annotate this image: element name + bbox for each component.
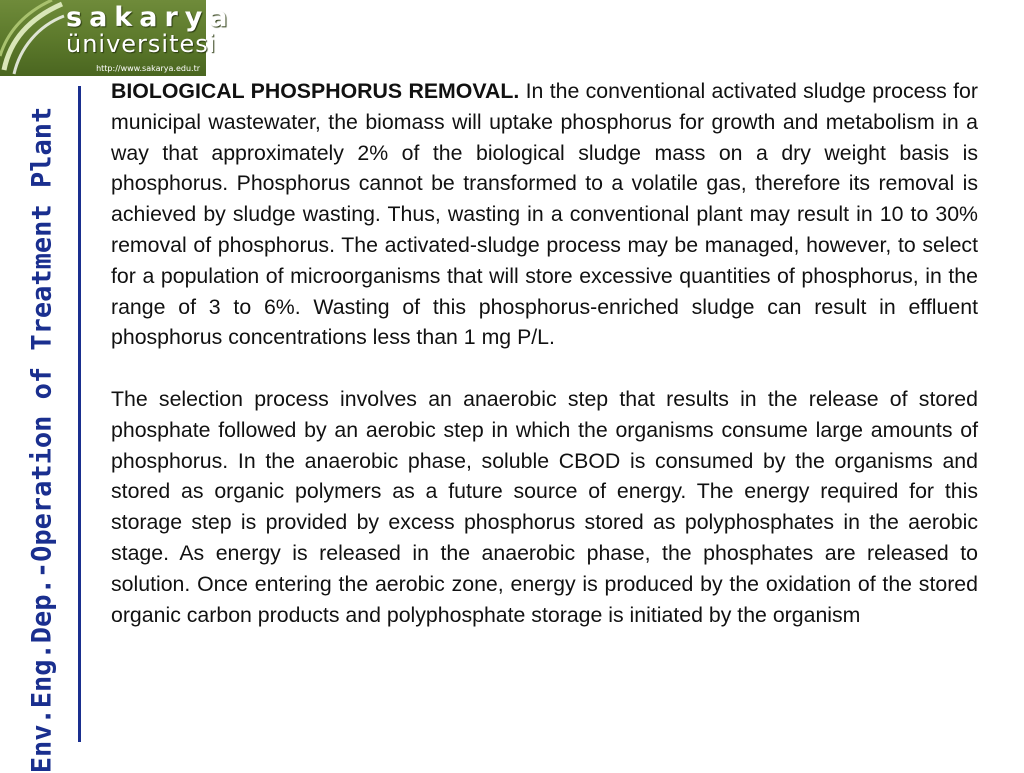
section-heading: BIOLOGICAL PHOSPHORUS REMOVAL.	[111, 79, 520, 103]
logo-text-universitesi: üniversitesi	[66, 30, 217, 58]
side-divider	[78, 86, 81, 742]
logo-text-sakarya: sakarya	[66, 2, 235, 33]
paragraph-1	[111, 76, 978, 353]
main-content	[111, 76, 978, 630]
paragraph-1-text: In the conventional activated sludge process for municipal wastewater, the biomass will uptake phosphorus for growth and metabolism in a way that approximately 2% of the biological sludge mass on a dry weight basis is phosphorus. Phosphorus cannot be transformed to a volatile gas, therefore its removal is achieved by sludge wasting. Thus, wasting in a conventional plant may result in 10 to 30% removal of phosphorus. The activated-sludge process may be managed, however, to select for a population of microorganisms that will store excessive quantities of phosphorus, in the range of 3 to 6%. Wasting of this phosphorus-enriched sludge can result in effluent phosphorus concentrations less than 1 mg P/L.	[111, 79, 978, 350]
side-title: Env.Eng.Dep.-Operation of Treatment Plant	[26, 106, 58, 773]
paragraph-2: The selection process involves an anaerobic step that results in the release of stored phosphate followed by an aerobic step in which the organisms consume large amounts of phosphorus. In the anaerobic phase, soluble CBOD is consumed by the organisms and stored as organic polymers as a future source of energy. The energy required for this storage step is provided by excess phosphorus stored as polyphosphates in the aerobic stage. As energy is released in the anaerobic phase, the phosphates are released to solution. Once entering the aerobic zone, energy is produced by the oxidation of the stored organic carbon products and polyphosphate storage is initiated by the organism	[111, 386, 978, 627]
logo-url: http://www.sakarya.edu.tr	[96, 64, 200, 73]
logo-swoosh-icon	[0, 0, 64, 76]
university-logo	[0, 0, 235, 76]
